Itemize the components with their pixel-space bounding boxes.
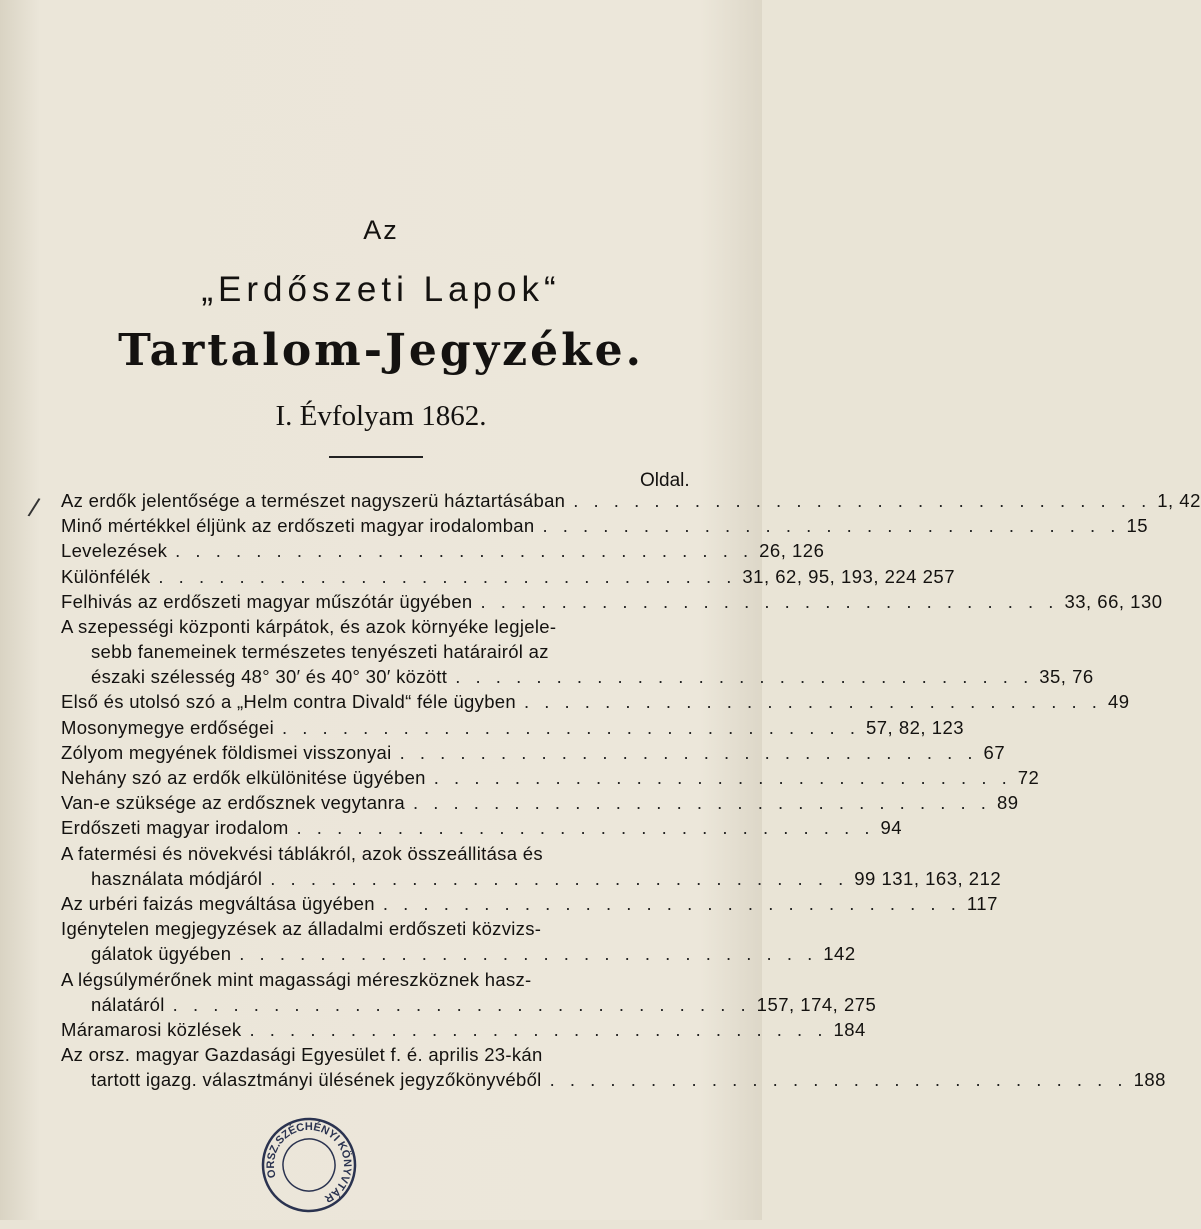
toc-entry: [61, 841, 701, 866]
toc-leader-dots: . . . . . . . . . . . . . . . . . . . . . . . . . . . . .: [270, 867, 849, 889]
toc-leader-dots: . . . . . . . . . . . . . . . . . . . . . . . . . . . . .: [239, 943, 818, 965]
toc-entry: [61, 488, 1201, 513]
toc-entry-title: Első és utolsó szó a „Helm contra Divald“ féle ügyben: [61, 691, 516, 713]
toc-entry-title: Az orsz. magyar Gazdasági Egyesület f. é. aprilis 23-kán: [61, 1044, 543, 1066]
toc-entry-title: használata módjáról: [91, 867, 263, 889]
toc-entry: [61, 690, 1130, 715]
header-line-az: Az: [363, 215, 399, 245]
toc-entry: [61, 891, 998, 916]
toc-entry-pages: 157, 174, 275: [756, 993, 877, 1015]
toc-entry: [61, 513, 1149, 538]
toc-entry-title: sebb fanemeinek természetes tenyészeti határairól az: [91, 641, 549, 663]
toc-entry-title: A fatermési és növekvési táblákról, azok összeállitása és: [61, 842, 543, 864]
toc-entry-pages: 67: [983, 741, 1006, 763]
toc-entry-title: Különfélék: [61, 565, 151, 587]
toc-entry-title: A légsúlymérőnek mint magassági méreszköznek hasz-: [61, 968, 532, 990]
toc-entry-title: Erdőszeti magyar irodalom: [61, 817, 289, 839]
toc-entry: [61, 790, 1019, 815]
toc-entry: [61, 538, 825, 563]
toc-leader-dots: . . . . . . . . . . . . . . . . . . . . . . . . . . . . .: [249, 1018, 828, 1040]
toc-entry-pages: 35, 76: [1039, 666, 1094, 688]
toc-entry: [61, 941, 856, 966]
toc-entry: [61, 1017, 866, 1042]
toc-leader-dots: . . . . . . . . . . . . . . . . . . . . . . . . . . . . .: [296, 817, 875, 839]
margin-pencil-mark: /: [26, 492, 42, 522]
toc-entry: [61, 1067, 1166, 1092]
toc-leader-dots: . . . . . . . . . . . . . . . . . . . . . . . . . . . . .: [399, 741, 978, 763]
toc-entry-title: Mosonymegye erdőségei: [61, 716, 274, 738]
toc-entry-pages: 188: [1133, 1069, 1166, 1091]
toc-entry-title: Felhivás az erdőszeti magyar műszótár ügyében: [61, 590, 473, 612]
toc-entry-pages: 142: [823, 943, 856, 965]
toc-entry-pages: 99 131, 163, 212: [854, 867, 1002, 889]
toc-entry-pages: 117: [966, 892, 998, 914]
toc-leader-dots: . . . . . . . . . . . . . . . . . . . . . . . . . . . . .: [282, 716, 860, 738]
toc-leader-dots: . . . . . . . . . . . . . . . . . . . . . . . . . . . . .: [172, 993, 751, 1015]
toc-leader-dots: . . . . . . . . . . . . . . . . . . . . . . . . . . . . .: [542, 515, 1121, 537]
toc-leader-dots: . . . . . . . . . . . . . . . . . . . . . . . . . . . . .: [455, 666, 1034, 688]
toc-entry-pages: 31, 62, 95, 193, 224 257: [742, 565, 955, 587]
toc-entry: [61, 916, 701, 941]
toc-leader-dots: . . . . . . . . . . . . . . . . . . . . . . . . . . . . .: [480, 590, 1059, 612]
toc-entry-pages: 26, 126: [759, 540, 825, 562]
toc-entry-title: gálatok ügyében: [91, 943, 232, 965]
toc-entry: [61, 589, 1163, 614]
header-journal-name: „Erdőszeti Lapok“: [201, 270, 561, 309]
toc-entry-title: Az erdők jelentősége a természet nagyszerü háztartásában: [61, 489, 566, 511]
volume-year: I. Évfolyam 1862.: [275, 400, 487, 432]
toc-entry-pages: 72: [1017, 767, 1040, 789]
toc-entry-title: északi szélesség 48° 30′ és 40° 30′ között: [91, 666, 448, 688]
toc-entry-pages: 94: [880, 817, 903, 839]
toc-entry-title: Nehány szó az erdők elkülönitése ügyében: [61, 767, 426, 789]
table-of-contents: [61, 488, 1201, 1093]
toc-leader-dots: . . . . . . . . . . . . . . . . . . . . . . . . . . . . .: [549, 1069, 1128, 1091]
toc-entry-title: Minő mértékkel éljünk az erdőszeti magyar irodalomban: [61, 515, 535, 537]
toc-entry-title: Levelezések: [61, 540, 168, 562]
toc-leader-dots: . . . . . . . . . . . . . . . . . . . . . . . . . . . . .: [523, 691, 1102, 713]
toc-entry-pages: 33, 66, 130: [1064, 590, 1163, 612]
toc-entry-title: Zólyom megyének földismei visszonyai: [61, 741, 392, 763]
toc-leader-dots: . . . . . . . . . . . . . . . . . . . . . . . . . . . . .: [382, 892, 961, 914]
toc-entry: [61, 765, 1040, 790]
toc-entry: [61, 564, 955, 589]
toc-entry: [61, 992, 877, 1017]
toc-entry-title: Az urbéri faizás megváltása ügyében: [61, 892, 375, 914]
toc-entry: [61, 715, 965, 740]
toc-entry-pages: 89: [996, 792, 1019, 814]
svg-text:ORSZ.SZÉCHÉNYI KÖNYVTÁR: [252, 1107, 366, 1221]
toc-leader-dots: . . . . . . . . . . . . . . . . . . . . . . . . . . . . .: [158, 565, 737, 587]
library-stamp: [245, 1101, 373, 1229]
toc-entry-pages: 49: [1107, 691, 1130, 713]
page-title: Tartalom-Jegyzéke.: [118, 325, 644, 376]
toc-entry-title: Máramarosi közlések: [61, 1018, 242, 1040]
page-column-label: Oldal.: [640, 470, 690, 491]
toc-entry: [61, 740, 1006, 765]
toc-entry-title: A szepességi központi kárpátok, és azok környéke legjele-: [61, 615, 557, 637]
title-divider: [329, 456, 423, 458]
toc-leader-dots: . . . . . . . . . . . . . . . . . . . . . . . . . . . . .: [573, 489, 1152, 511]
toc-entry: [61, 614, 701, 639]
toc-entry: [61, 639, 701, 664]
toc-entry-pages: 184: [833, 1018, 866, 1040]
toc-entry-pages: 1, 42: [1157, 489, 1201, 511]
toc-entry: [61, 866, 1002, 891]
stamp-text: ORSZ.SZÉCHÉNYI KÖNYVTÁR: [264, 1120, 354, 1205]
toc-entry: [61, 664, 1094, 689]
toc-leader-dots: . . . . . . . . . . . . . . . . . . . . . . . . . . . . .: [412, 792, 991, 814]
toc-entry-title: Van-e szüksége az erdősznek vegytanra: [61, 792, 405, 814]
toc-entry-pages: 57, 82, 123: [865, 716, 965, 738]
toc-entry-title: Igénytelen megjegyzések az álladalmi erdőszeti közvizs-: [61, 918, 542, 940]
toc-entry-title: nálatáról: [91, 993, 165, 1015]
toc-leader-dots: . . . . . . . . . . . . . . . . . . . . . . . . . . . . .: [175, 540, 754, 562]
toc-leader-dots: . . . . . . . . . . . . . . . . . . . . . . . . . . . . .: [433, 767, 1012, 789]
toc-entry: [61, 815, 903, 840]
toc-entry: [61, 1042, 701, 1067]
toc-entry: [61, 967, 701, 992]
toc-entry-pages: 15: [1126, 515, 1149, 537]
toc-entry-title: tartott igazg. választmányi ülésének jegyzőkönyvéből: [91, 1069, 542, 1091]
